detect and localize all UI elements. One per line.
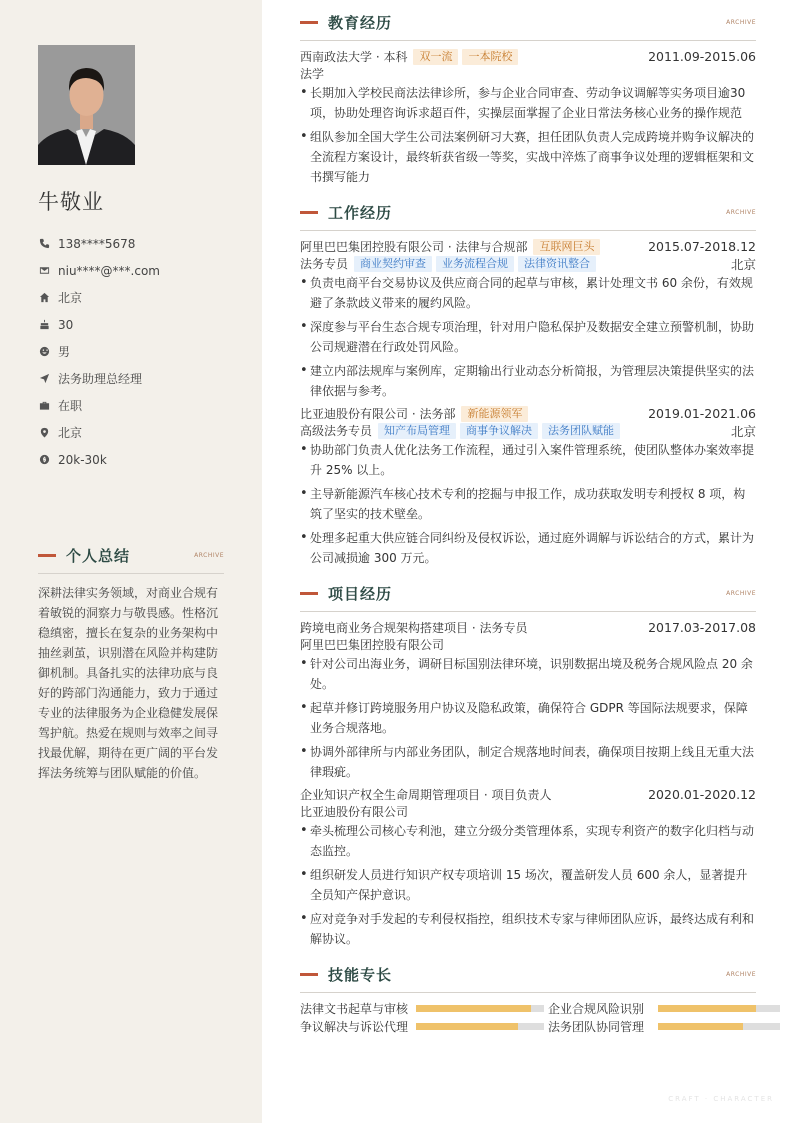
section-accent-bar xyxy=(300,592,318,595)
project-org-row xyxy=(300,803,756,820)
skill-item xyxy=(300,1000,548,1017)
summary-section xyxy=(38,545,224,783)
job-role: 法务专员 xyxy=(300,257,349,271)
education-section xyxy=(300,12,756,187)
person-name: 牛敬业 xyxy=(38,190,104,214)
section-divider xyxy=(38,573,224,574)
project-date: 2017.03-2017.08 xyxy=(648,620,756,635)
contact-salary: 20k-30k xyxy=(38,446,160,473)
briefcase-icon xyxy=(38,400,50,412)
list-item: • 协调外部律所与内部业务团队，制定合规落地时间表，确保项目按期上线且无重大法律瑕疵。 xyxy=(300,742,756,782)
section-divider xyxy=(300,40,756,41)
education-bullets xyxy=(300,83,756,187)
project-name: 企业知识产权全生命周期管理项目 · 项目负责人 xyxy=(300,788,552,802)
skill-item xyxy=(548,1000,780,1017)
section-accent-bar xyxy=(300,973,318,976)
list-item: • 起草并修订跨境服务用户协议及隐私政策，确保符合 GDPR 等国际法规要求，保障业务合规落地。 xyxy=(300,698,756,738)
contact-gender: 男 xyxy=(38,338,160,365)
work-role-row xyxy=(300,422,756,439)
section-accent-bar xyxy=(38,554,56,557)
list-item: • 应对竞争对手发起的专利侵权指控，组织技术专家与律师团队应诉，最终达成有利和解协议。 xyxy=(300,909,756,949)
skill-bar xyxy=(658,1023,780,1030)
projects-header xyxy=(300,583,756,603)
list-item: • 处理多起重大供应链合同纠纷及侵权诉讼，通过庭外调解与诉讼结合的方式，累计为公司减损逾 300 万元。 xyxy=(300,528,756,568)
portrait-image xyxy=(38,45,135,165)
skill-bar xyxy=(416,1023,544,1030)
education-major-row xyxy=(300,65,756,82)
project-name-row xyxy=(300,619,756,636)
work-company-row xyxy=(300,405,756,422)
skill-tag: 业务流程合规 xyxy=(436,256,514,272)
work-company-row xyxy=(300,238,756,255)
cake-icon xyxy=(38,319,50,331)
section-tag: ARCHIVE xyxy=(726,970,756,978)
section-title: 技能专长 xyxy=(328,965,393,984)
project-name-row xyxy=(300,786,756,803)
section-title: 工作经历 xyxy=(328,203,393,222)
skill-bar-fill xyxy=(658,1023,743,1030)
section-tag: ARCHIVE xyxy=(726,208,756,216)
section-divider xyxy=(300,611,756,612)
salary-icon xyxy=(38,454,50,466)
list-item: • 建立内部法规库与案例库，定期输出行业动态分析简报，为管理层决策提供坚实的法律依据与参考。 xyxy=(300,361,756,401)
skills-header xyxy=(300,964,756,984)
skill-label: 争议解决与诉讼代理 xyxy=(300,1020,409,1034)
work-city: 北京 xyxy=(730,423,756,439)
section-tag: ARCHIVE xyxy=(726,18,756,26)
project-date: 2020.01-2020.12 xyxy=(648,787,756,802)
work-city: 北京 xyxy=(730,256,756,272)
skill-label: 法律文书起草与审核 xyxy=(300,1002,409,1016)
home-icon xyxy=(38,292,50,304)
contact-email: niu****@***.com xyxy=(38,257,160,284)
section-divider xyxy=(300,230,756,231)
major: 法学 xyxy=(300,67,325,81)
school-tag: 一本院校 xyxy=(462,49,518,65)
summary-header xyxy=(38,545,224,565)
list-item: • 组队参加全国大学生公司法案例研习大赛，担任团队负责人完成跨境并购争议解决的全流程方案设计，最终斩获省级一等奖，实战中淬炼了商事争议处理的逻辑框架和文书撰写能力 xyxy=(300,127,756,187)
sidebar xyxy=(0,0,262,1123)
skill-bar-fill xyxy=(416,1005,531,1012)
work-entry xyxy=(300,405,756,568)
section-title: 教育经历 xyxy=(328,13,393,32)
work-header xyxy=(300,202,756,222)
section-divider xyxy=(300,992,756,993)
mail-icon xyxy=(38,265,50,277)
section-accent-bar xyxy=(300,211,318,214)
projects-section xyxy=(300,583,756,949)
skill-item xyxy=(548,1018,780,1035)
profile-photo xyxy=(38,45,135,165)
project-org: 阿里巴巴集团控股有限公司 xyxy=(300,638,445,652)
list-item: • 深度参与平台生态合规专项治理，针对用户隐私保护及数据安全建立预警机制，协助公司规避潜在行政处罚风险。 xyxy=(300,317,756,357)
project-name: 跨境电商业务合规架构搭建项目 · 法务专员 xyxy=(300,621,528,635)
work-date: 2019.01-2021.06 xyxy=(648,406,756,421)
work-bullets xyxy=(300,273,756,401)
school-name: 西南政法大学 · 本科 xyxy=(300,50,408,64)
contact-status: 在职 xyxy=(38,392,160,419)
skills-grid xyxy=(300,1000,756,1035)
skill-bar-fill xyxy=(658,1005,755,1012)
work-section xyxy=(300,202,756,568)
skill-item xyxy=(300,1018,548,1035)
list-item: • 牵头梳理公司核心专利池，建立分级分类管理体系，实现专利资产的数字化归档与动态监控。 xyxy=(300,821,756,861)
company-tag: 新能源领军 xyxy=(461,406,528,422)
watermark: CRAFT · CHARACTER xyxy=(668,1095,774,1103)
skill-label: 企业合规风险识别 xyxy=(548,1002,645,1016)
section-title: 项目经历 xyxy=(328,584,393,603)
list-item: • 负责电商平台交易协议及供应商合同的起草与审核，累计处理文书 60 余份，有效规避了条款歧义带来的履约风险。 xyxy=(300,273,756,313)
list-item: • 主导新能源汽车核心技术专利的挖掘与申报工作，成功获取发明专利授权 8 项，构筑了坚实的技术壁垒。 xyxy=(300,484,756,524)
location-pin-icon xyxy=(38,427,50,439)
contact-age: 30 xyxy=(38,311,160,338)
section-tag: ARCHIVE xyxy=(726,589,756,597)
project-entry xyxy=(300,619,756,782)
face-icon xyxy=(38,346,50,358)
skill-tag: 法律资讯整合 xyxy=(518,256,596,272)
list-item: • 长期加入学校民商法法律诊所，参与企业合同审查、劳动争议调解等实务项目逾30项，协助处理咨询诉求超百件，实操层面掌握了企业日常法务核心业务的操作规范 xyxy=(300,83,756,123)
project-entry xyxy=(300,786,756,949)
job-role: 高级法务专员 xyxy=(300,424,373,438)
phone-icon xyxy=(38,238,50,250)
skills-section xyxy=(300,964,756,1035)
school-tag: 双一流 xyxy=(413,49,458,65)
section-accent-bar xyxy=(300,21,318,24)
skill-tag: 商业契约审查 xyxy=(354,256,432,272)
education-school-row xyxy=(300,48,756,65)
contact-list xyxy=(38,230,160,473)
skill-tag: 法务团队赋能 xyxy=(542,423,620,439)
list-item: • 针对公司出海业务，调研目标国别法律环境，识别数据出境及税务合规风险点 20 余处。 xyxy=(300,654,756,694)
contact-home: 北京 xyxy=(38,284,160,311)
education-date: 2011.09-2015.06 xyxy=(648,49,756,64)
company-tag: 互联网巨头 xyxy=(533,239,600,255)
section-title: 个人总结 xyxy=(66,546,131,565)
company-name: 比亚迪股份有限公司 · 法务部 xyxy=(300,407,456,421)
list-item: • 协助部门负责人优化法务工作流程，通过引入案件管理系统，使团队整体办案效率提升 25% 以上。 xyxy=(300,440,756,480)
skill-bar xyxy=(416,1005,544,1012)
work-entry xyxy=(300,238,756,401)
contact-position: 法务助理总经理 xyxy=(38,365,160,392)
skill-label: 法务团队协同管理 xyxy=(548,1020,645,1034)
main-content xyxy=(300,12,756,1050)
company-name: 阿里巴巴集团控股有限公司 · 法律与合规部 xyxy=(300,240,528,254)
project-org-row xyxy=(300,636,756,653)
work-role-row xyxy=(300,255,756,272)
work-date: 2015.07-2018.12 xyxy=(648,239,756,254)
project-bullets xyxy=(300,821,756,949)
work-bullets xyxy=(300,440,756,568)
list-item: • 组织研发人员进行知识产权专项培训 15 场次，覆盖研发人员 600 余人，显著提升全员知产保护意识。 xyxy=(300,865,756,905)
skill-tag: 知产布局管理 xyxy=(378,423,456,439)
education-header xyxy=(300,12,756,32)
skill-bar-fill xyxy=(416,1023,518,1030)
project-org: 比亚迪股份有限公司 xyxy=(300,805,409,819)
project-bullets xyxy=(300,654,756,782)
summary-text: 深耕法律实务领域，对商业合规有着敏锐的洞察力与敬畏感。性格沉稳缜密，擅长在复杂的业务架构中抽丝剥茧，识别潜在风险并构建防御机制。具备扎实的法律功底与良好的跨部门沟通能力，致力于通过专业的法律服务为企业稳健发展保驾护航。热爱在规则与效率之间寻找最优解，期待在更广阔的平台发挥法务统筹与团队赋能的价值。 xyxy=(38,586,219,780)
skill-bar xyxy=(658,1005,780,1012)
skill-tag: 商事争议解决 xyxy=(460,423,538,439)
send-icon xyxy=(38,373,50,385)
section-tag: ARCHIVE xyxy=(194,551,224,559)
contact-city: 北京 xyxy=(38,419,160,446)
contact-phone: 138****5678 xyxy=(38,230,160,257)
